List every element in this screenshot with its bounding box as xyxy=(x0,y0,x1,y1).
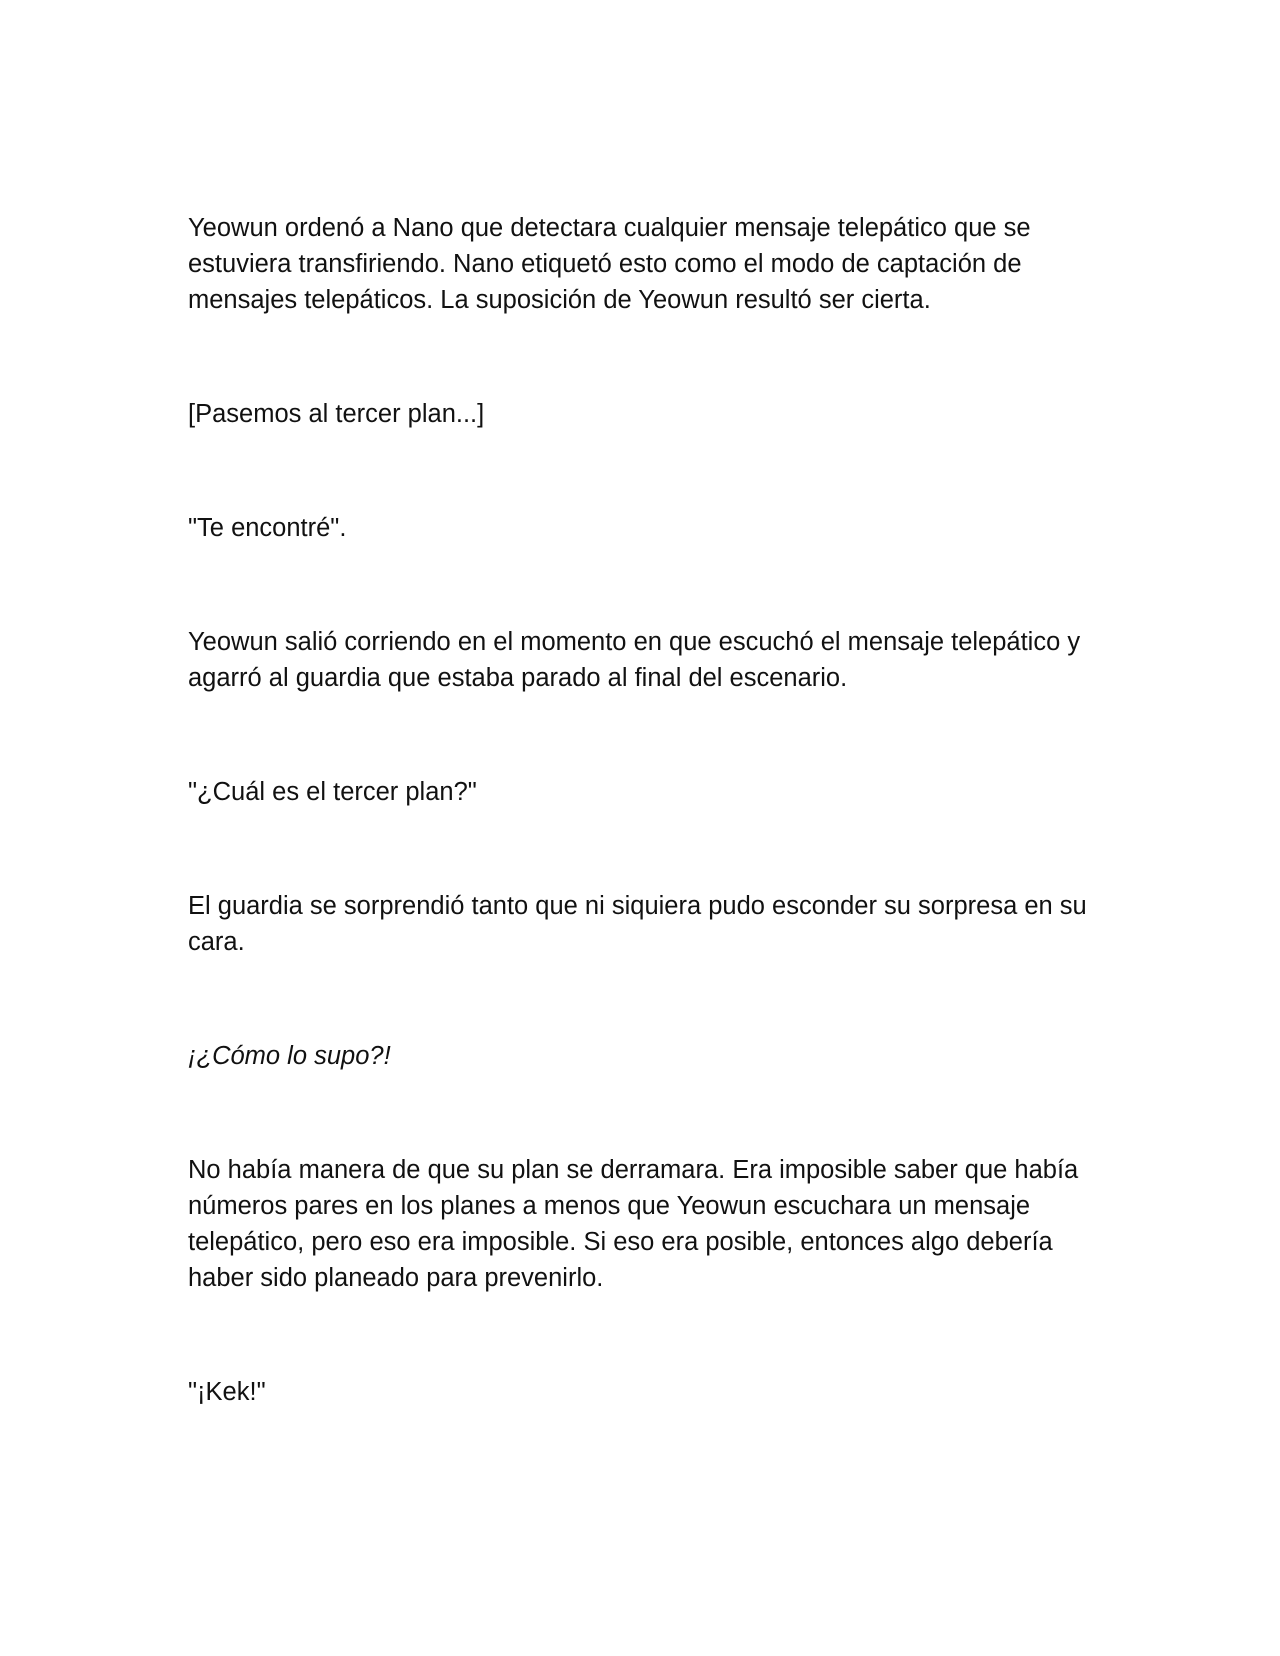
paragraph-9: "¡Kek!" xyxy=(188,1378,266,1406)
document-body xyxy=(188,210,1093,1410)
paragraph-1: Yeowun ordenó a Nano que detectara cualquier mensaje telepático que se estuviera transfiriendo. Nano etiquetó esto como el modo de captación de mensajes telepáticos. La suposición de Yeowun resultó ser cierta. xyxy=(188,214,1038,314)
paragraph-2: [Pasemos al tercer plan...] xyxy=(188,400,485,428)
paragraph-6: El guardia se sorprendió tanto que ni siquiera pudo esconder su sorpresa en su cara. xyxy=(188,892,1094,956)
paragraph-7-italic-thought: ¡¿Cómo lo supo?! xyxy=(188,1042,391,1070)
paragraph-8: No había manera de que su plan se derramara. Era imposible saber que había números pares en los planes a menos que Yeowun escuchara un mensaje telepático, pero eso era imposible. Si eso era posible, entonces algo debería haber sido planeado para prevenirlo. xyxy=(188,1156,1086,1292)
paragraph-5: "¿Cuál es el tercer plan?" xyxy=(188,778,477,806)
paragraph-4: Yeowun salió corriendo en el momento en que escuchó el mensaje telepático y agarró al guardia que estaba parado al final del escenario. xyxy=(188,628,1088,692)
paragraph-3: "Te encontré". xyxy=(188,514,347,542)
